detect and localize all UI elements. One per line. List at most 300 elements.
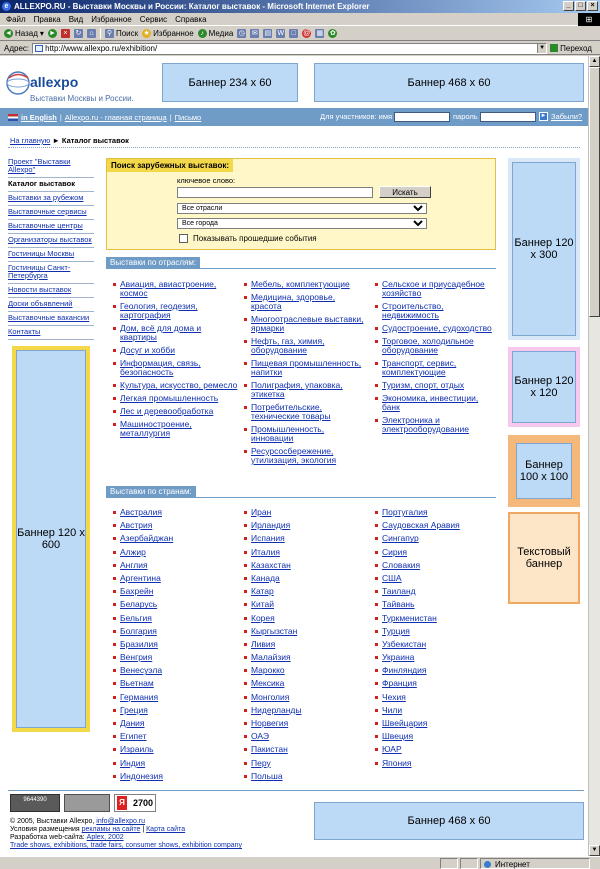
industry-item [374, 381, 498, 390]
industry-link[interactable]: Машиностроение, металлургия [120, 419, 192, 438]
text-banner[interactable]: Текстовый баннер [508, 512, 580, 604]
country-item [112, 653, 232, 662]
window-title: ALLEXPO.RU - Выставки Москвы и России: Каталог выставок - Microsoft Internet Explorer [14, 2, 370, 11]
country-item [243, 693, 363, 702]
menu-file[interactable]: Файл [6, 14, 26, 24]
separator: | [169, 112, 172, 122]
print-icon: ▤ [264, 30, 272, 37]
password-input[interactable] [480, 112, 536, 122]
industry-item [112, 346, 240, 355]
country-item [374, 745, 494, 754]
edit-icon: W [277, 30, 285, 37]
banner-100x100-frame [508, 435, 580, 507]
forward-arrow-icon: ► [48, 30, 56, 37]
country-link[interactable]: Дания [120, 718, 145, 728]
country-link[interactable]: Португалия [382, 507, 428, 517]
country-link[interactable]: Швейцария [382, 718, 428, 728]
logo-subtitle: Выставки Москвы и России. [30, 94, 134, 103]
country-link[interactable]: Бахрейн [120, 586, 154, 597]
country-link[interactable]: Ливия [251, 638, 276, 649]
messenger-icon-button[interactable] [328, 29, 337, 38]
top-nav-bar [0, 108, 588, 126]
country-item [374, 666, 494, 675]
footer-dev-line [10, 834, 124, 842]
country-link[interactable]: Китай [251, 599, 274, 610]
industry-item [374, 394, 498, 412]
rambler-counter[interactable] [10, 794, 60, 812]
country-link[interactable]: Нидерланды [251, 704, 302, 715]
country-item [112, 614, 232, 623]
country-link[interactable]: Тайвань [382, 599, 415, 610]
email-link[interactable]: info@allexpo.ru [96, 818, 146, 825]
login-name-input[interactable] [394, 112, 450, 122]
breadcrumb-arrow-icon: ► [52, 136, 62, 145]
industry-link[interactable]: Информация, связь, безопасность [120, 358, 201, 377]
country-link[interactable]: Узбекистан [382, 638, 427, 649]
address-input[interactable]: http://www.allexpo.ru/exhibition/ ▼ [32, 43, 547, 54]
country-link[interactable]: Словакия [382, 559, 421, 570]
menu-view[interactable]: Вид [68, 14, 84, 24]
country-item [243, 521, 363, 530]
country-link[interactable]: Греция [120, 704, 148, 715]
keyword-label: ключевое слово: [177, 176, 236, 185]
country-link[interactable]: Беларусь [120, 599, 158, 610]
english-link[interactable]: in English [21, 112, 57, 122]
country-item [374, 693, 494, 702]
country-item [243, 706, 363, 715]
keyword-input[interactable] [177, 187, 373, 198]
industry-link[interactable]: Медицина, здоровье, красота [251, 292, 336, 311]
industry-link[interactable]: Торговое, холодильное оборудование [382, 336, 474, 355]
country-item [374, 759, 494, 768]
industry-item [112, 324, 240, 342]
country-link[interactable]: Чили [382, 704, 403, 715]
country-link[interactable]: Саудовская Аравия [382, 520, 460, 531]
country-link[interactable]: Мексика [251, 678, 285, 689]
industry-item [112, 420, 240, 438]
country-item [243, 759, 363, 768]
nav-organizers[interactable]: Организаторы выставок [8, 234, 94, 248]
industry-link[interactable]: Культура, искусство, ремесло [120, 380, 238, 390]
refresh-icon: ↻ [75, 30, 82, 37]
messenger-button[interactable] [302, 29, 311, 38]
country-item [243, 548, 363, 557]
country-link[interactable]: Австралия [120, 507, 162, 517]
discuss-button[interactable] [289, 29, 298, 38]
country-link[interactable]: Ирландия [251, 520, 291, 531]
banner-120x120[interactable]: Баннер 120 x 120 [512, 351, 576, 423]
country-item [243, 640, 363, 649]
country-item [112, 693, 232, 702]
footer-placement-line [10, 826, 185, 834]
country-link[interactable]: Туркменистан [382, 612, 437, 623]
country-link[interactable]: Украина [382, 652, 415, 663]
menu-tools[interactable]: Сервис [139, 14, 168, 24]
country-link[interactable]: Египет [120, 731, 147, 742]
stop-icon: × [61, 29, 70, 38]
industry-item [112, 394, 240, 403]
country-item [112, 587, 232, 596]
country-link[interactable]: Катар [251, 586, 274, 597]
globe-logo-icon [6, 68, 32, 98]
scroll-up-arrow-icon[interactable]: ▲ [589, 56, 600, 67]
security-zone: Интернет [480, 858, 590, 869]
country-item [112, 666, 232, 675]
industry-link[interactable]: Дом, всё для дома и квартиры [120, 323, 202, 342]
country-link[interactable]: Польша [251, 770, 283, 781]
country-link[interactable]: Аргентина [120, 572, 161, 583]
industry-link[interactable]: Авиация, авиастроение, космос [120, 279, 217, 298]
industry-item [374, 359, 498, 377]
banner-234x60[interactable]: Баннер 234 x 60 [162, 63, 298, 102]
countries-column-3 [374, 508, 494, 772]
industry-item [243, 293, 367, 311]
at-icon: @ [303, 30, 311, 37]
country-item [112, 745, 232, 754]
search-icon: ⚲ [106, 30, 112, 37]
nav-vacancies[interactable]: Выставочные вакансии [8, 312, 94, 326]
country-item [374, 561, 494, 570]
country-link[interactable]: Англия [120, 559, 148, 570]
nav-hotels-spb[interactable]: Гостиницы Санкт-Петербурга [8, 262, 94, 284]
stop-button[interactable] [61, 29, 70, 38]
history-button[interactable] [237, 29, 246, 38]
print-button[interactable] [263, 29, 272, 38]
history-icon: ◷ [238, 30, 245, 37]
country-link[interactable]: Таиланд [382, 586, 416, 597]
country-item [374, 600, 494, 609]
minimize-button[interactable]: _ [563, 1, 574, 11]
maximize-button[interactable]: □ [575, 1, 586, 11]
industry-link[interactable]: Нефть, газ, химия, оборудование [251, 336, 325, 355]
industry-item [243, 280, 367, 289]
address-label: Адрес: [4, 43, 30, 53]
country-item [374, 706, 494, 715]
industry-link[interactable]: Многоотраслевые выставки, ярмарки [251, 314, 364, 333]
status-bar [0, 856, 600, 869]
page-viewport [0, 56, 588, 856]
menu-favorites[interactable]: Избранное [91, 14, 132, 24]
industry-link[interactable]: Туризм, спорт, отдых [382, 380, 465, 390]
city-select[interactable] [177, 218, 427, 229]
country-link[interactable]: Австрия [120, 520, 153, 531]
nav-catalog[interactable]: Каталог выставок [8, 178, 94, 192]
country-link[interactable]: Монголия [251, 691, 290, 702]
country-link[interactable]: ОАЭ [251, 731, 270, 742]
banner-100x100[interactable]: Баннер 100 x 100 [516, 443, 572, 499]
separator: | [142, 826, 145, 833]
industries-column-3 [374, 280, 498, 438]
ie-icon: e [2, 2, 11, 11]
country-item [374, 574, 494, 583]
country-item [112, 719, 232, 728]
country-item [374, 653, 494, 662]
home-button[interactable] [87, 29, 96, 38]
mail-button[interactable] [250, 29, 259, 38]
industry-item [243, 315, 367, 333]
country-item [112, 732, 232, 741]
country-item [243, 679, 363, 688]
password-label: пароль [453, 112, 478, 121]
scroll-down-arrow-icon[interactable]: ▼ [589, 845, 600, 856]
country-item [112, 548, 232, 557]
industry-link[interactable]: Лес и деревообработка [120, 406, 214, 416]
search-submit-button[interactable]: Искать [379, 186, 431, 198]
industry-link[interactable]: Электроника и электрооборудование [382, 415, 469, 434]
search-header: Поиск зарубежных выставок: [107, 159, 233, 172]
country-link[interactable]: Япония [382, 757, 412, 768]
favorites-button[interactable]: ★ Избранное [143, 29, 194, 38]
country-link[interactable]: Франция [382, 678, 417, 689]
mail-icon: ✉ [251, 30, 258, 37]
country-link[interactable]: Норвегия [251, 718, 289, 728]
industry-link[interactable]: Ресурсосбережение, утилизация, экология [251, 446, 337, 465]
refresh-button[interactable] [74, 29, 83, 38]
industry-item [112, 280, 240, 298]
breadcrumb-current: Каталог выставок [61, 136, 129, 145]
menu-edit[interactable]: Правка [33, 14, 61, 24]
country-link[interactable]: Корея [251, 612, 275, 623]
yandex-counter[interactable] [114, 794, 156, 812]
country-item [243, 561, 363, 570]
industry-select[interactable] [177, 203, 427, 214]
countries-title: Выставки по странам: [106, 486, 196, 497]
country-link[interactable]: Малайзия [251, 652, 291, 663]
industry-item [374, 324, 498, 333]
country-item [243, 666, 363, 675]
country-link[interactable]: Швеция [382, 731, 414, 742]
window-title-bar [0, 0, 600, 13]
country-link[interactable]: Пакистан [251, 744, 288, 755]
banner-468x60-top[interactable]: Баннер 468 x 60 [314, 63, 584, 102]
country-item [374, 521, 494, 530]
address-dropdown-arrow-icon[interactable]: ▼ [537, 44, 546, 53]
vertical-scrollbar[interactable] [588, 56, 600, 856]
country-item [112, 772, 232, 781]
industry-link[interactable]: Судостроение, судоходство [382, 323, 492, 333]
copyright-text: © 2005, Выставки Allexpo, [10, 818, 95, 825]
country-link[interactable]: Болгария [120, 625, 157, 636]
industry-link[interactable]: Пищевая промышленность, напитки [251, 358, 362, 377]
industry-link[interactable]: Мебель, комплектующие [251, 279, 350, 289]
industry-item [243, 337, 367, 355]
industry-link[interactable]: Потребительские, технические товары [251, 402, 331, 421]
industry-link[interactable]: Полиграфия, упаковка, этикетка [251, 380, 343, 399]
country-link[interactable]: Финляндия [382, 665, 427, 676]
country-link[interactable]: Перу [251, 757, 271, 768]
go-arrow-icon [550, 44, 558, 52]
country-link[interactable]: Вьетнам [120, 678, 154, 689]
country-link[interactable]: Индонезия [120, 770, 163, 781]
sitemap-link[interactable]: Карта сайта [146, 826, 186, 833]
country-link[interactable]: Испания [251, 533, 285, 544]
country-item [374, 732, 494, 741]
search-button[interactable]: ⚲ Поиск [106, 29, 139, 38]
industry-item [112, 359, 240, 377]
country-link[interactable]: Иран [251, 507, 272, 517]
research-button[interactable] [315, 29, 324, 38]
banner-468x60-footer[interactable]: Баннер 468 x 60 [314, 802, 584, 840]
industry-item [243, 359, 367, 377]
home-page-link[interactable]: Allexpo.ru - главная страница [64, 112, 167, 122]
country-link[interactable]: Бразилия [120, 638, 158, 649]
country-item [243, 745, 363, 754]
back-button[interactable]: ◄ Назад ▾ [5, 29, 44, 38]
login-name-label: Для участников: имя [320, 112, 393, 121]
industries-title: Выставки по отраслям: [106, 257, 200, 268]
country-link[interactable]: Индия [120, 757, 146, 768]
logo-text: allexpo [30, 74, 79, 90]
nav-contacts[interactable]: Контакты [8, 326, 94, 340]
industry-link[interactable]: Геология, геодезия, картография [120, 301, 198, 320]
dev-prefix: Разработка web-сайта: [10, 834, 85, 841]
nav-services[interactable]: Выставочные сервисы [8, 206, 94, 220]
country-link[interactable]: Германия [120, 691, 159, 702]
breadcrumb [10, 136, 129, 145]
country-item [374, 534, 494, 543]
country-link[interactable]: США [382, 572, 402, 583]
internet-globe-icon [484, 861, 491, 868]
industry-item [112, 407, 240, 416]
banner-120x600-frame [12, 346, 90, 732]
industry-item [243, 381, 367, 399]
industries-column-1 [112, 280, 240, 442]
country-link[interactable]: Чехия [382, 691, 406, 702]
country-item [112, 706, 232, 715]
menu-bar [0, 13, 600, 26]
top100-counter-icon[interactable] [64, 794, 110, 812]
country-item [112, 627, 232, 636]
country-link[interactable]: Италия [251, 546, 280, 557]
country-item [374, 614, 494, 623]
industry-item [374, 302, 498, 320]
footer-copyright-line [10, 818, 145, 826]
country-item [112, 561, 232, 570]
uk-flag-icon [8, 114, 18, 121]
country-link[interactable]: Сингапур [382, 533, 419, 544]
industries-section-header [106, 257, 496, 269]
country-item [112, 679, 232, 688]
industry-link[interactable]: Сельское и приусадебное хозяйство [382, 279, 485, 298]
country-link[interactable]: ЮАР [382, 744, 402, 755]
country-link[interactable]: Алжир [120, 546, 146, 557]
country-link[interactable]: Бельгия [120, 612, 152, 623]
industry-item [243, 403, 367, 421]
rambler-counter-value: 9644390 [23, 797, 47, 803]
country-item [243, 732, 363, 741]
country-link[interactable]: Израиль [120, 744, 154, 755]
nav-boards[interactable]: Доски объявлений [8, 298, 94, 312]
country-link[interactable]: Канада [251, 572, 280, 583]
foreign-exhibition-search [106, 158, 496, 250]
industries-column-2 [243, 280, 367, 469]
country-item [112, 534, 232, 543]
past-events-label: Показывать прошедшие события [193, 234, 317, 243]
country-link[interactable]: Венесуэла [120, 665, 163, 676]
status-cell [460, 858, 478, 869]
country-item [374, 587, 494, 596]
nav-news[interactable]: Новости выставок [8, 284, 94, 298]
industry-link[interactable]: Легкая промышленность [120, 393, 219, 403]
country-item [112, 759, 232, 768]
nav-abroad[interactable]: Выставки за рубежом [8, 192, 94, 206]
forgot-link[interactable]: Забыли? [551, 112, 583, 121]
back-arrow-icon: ◄ [5, 30, 12, 37]
nav-centers[interactable]: Выставочные центры [8, 220, 94, 234]
country-item [374, 679, 494, 688]
country-item [112, 574, 232, 583]
industry-item [112, 302, 240, 320]
discuss-icon: □ [289, 29, 298, 38]
country-item [243, 653, 363, 662]
login-arrow-icon[interactable]: ► [540, 113, 547, 119]
toolbar-separator [100, 28, 101, 39]
country-link[interactable]: Казахстан [251, 559, 291, 570]
country-item [374, 640, 494, 649]
site-logo[interactable] [6, 66, 146, 106]
developer-link[interactable]: Aplex, 2002 [86, 834, 124, 841]
industry-link[interactable]: Экономика, инвестиции, банк [382, 393, 479, 412]
go-button[interactable]: Переход [550, 44, 592, 53]
industry-link[interactable]: Строительство, недвижимость [382, 301, 444, 320]
industry-item [112, 381, 240, 390]
placement-prefix: Условия размещения [10, 826, 80, 833]
tagline-link[interactable]: Trade shows, exhibitions, trade fairs, consumer shows, exhibition company [10, 842, 243, 849]
industry-item [374, 280, 498, 298]
status-cell [440, 858, 458, 869]
breadcrumb-home-link[interactable]: На главную [10, 136, 51, 145]
country-item [243, 508, 363, 517]
industry-link[interactable]: Досуг и хобби [120, 345, 176, 355]
footer-divider [8, 790, 584, 791]
industry-link[interactable]: Промышленность, инновации [251, 424, 325, 443]
industry-link[interactable]: Транспорт, сервис, комплектующие [382, 358, 457, 377]
nav-hotels-moscow[interactable]: Гостиницы Москвы [8, 248, 94, 262]
left-navigation [8, 156, 94, 340]
country-item [243, 627, 363, 636]
edit-button[interactable] [276, 29, 285, 38]
ads-link[interactable]: рекламы на сайте [81, 826, 141, 833]
country-item [374, 627, 494, 636]
banner-120x600[interactable]: Баннер 120 x 600 [16, 350, 86, 728]
nav-project[interactable]: Проект "Выставки Allexpo" [8, 156, 94, 178]
country-link[interactable]: Турция [382, 625, 410, 636]
country-link[interactable]: Кыргызстан [251, 625, 298, 636]
home-icon: ⌂ [87, 29, 96, 38]
country-item [243, 719, 363, 728]
country-item [243, 534, 363, 543]
country-link[interactable]: Марокко [251, 665, 285, 676]
media-button[interactable]: ♪ Медиа [198, 29, 234, 38]
banner-120x300[interactable]: Баннер 120 x 300 [512, 162, 576, 336]
letter-link[interactable]: Письмо [174, 112, 202, 122]
country-item [112, 521, 232, 530]
country-item [374, 508, 494, 517]
country-link[interactable]: Сирия [382, 546, 407, 557]
past-events-checkbox[interactable] [179, 234, 188, 243]
scroll-thumb[interactable] [589, 67, 600, 317]
banner-120x120-frame [508, 347, 580, 427]
forward-button[interactable] [48, 29, 57, 38]
menu-help[interactable]: Справка [175, 14, 207, 24]
yandex-logo-icon: Я [117, 796, 127, 810]
country-item [243, 772, 363, 781]
industry-item [374, 337, 498, 355]
country-link[interactable]: Венгрия [120, 652, 153, 663]
country-item [374, 548, 494, 557]
close-button[interactable]: × [587, 1, 598, 11]
country-link[interactable]: Азербайджан [120, 533, 174, 544]
